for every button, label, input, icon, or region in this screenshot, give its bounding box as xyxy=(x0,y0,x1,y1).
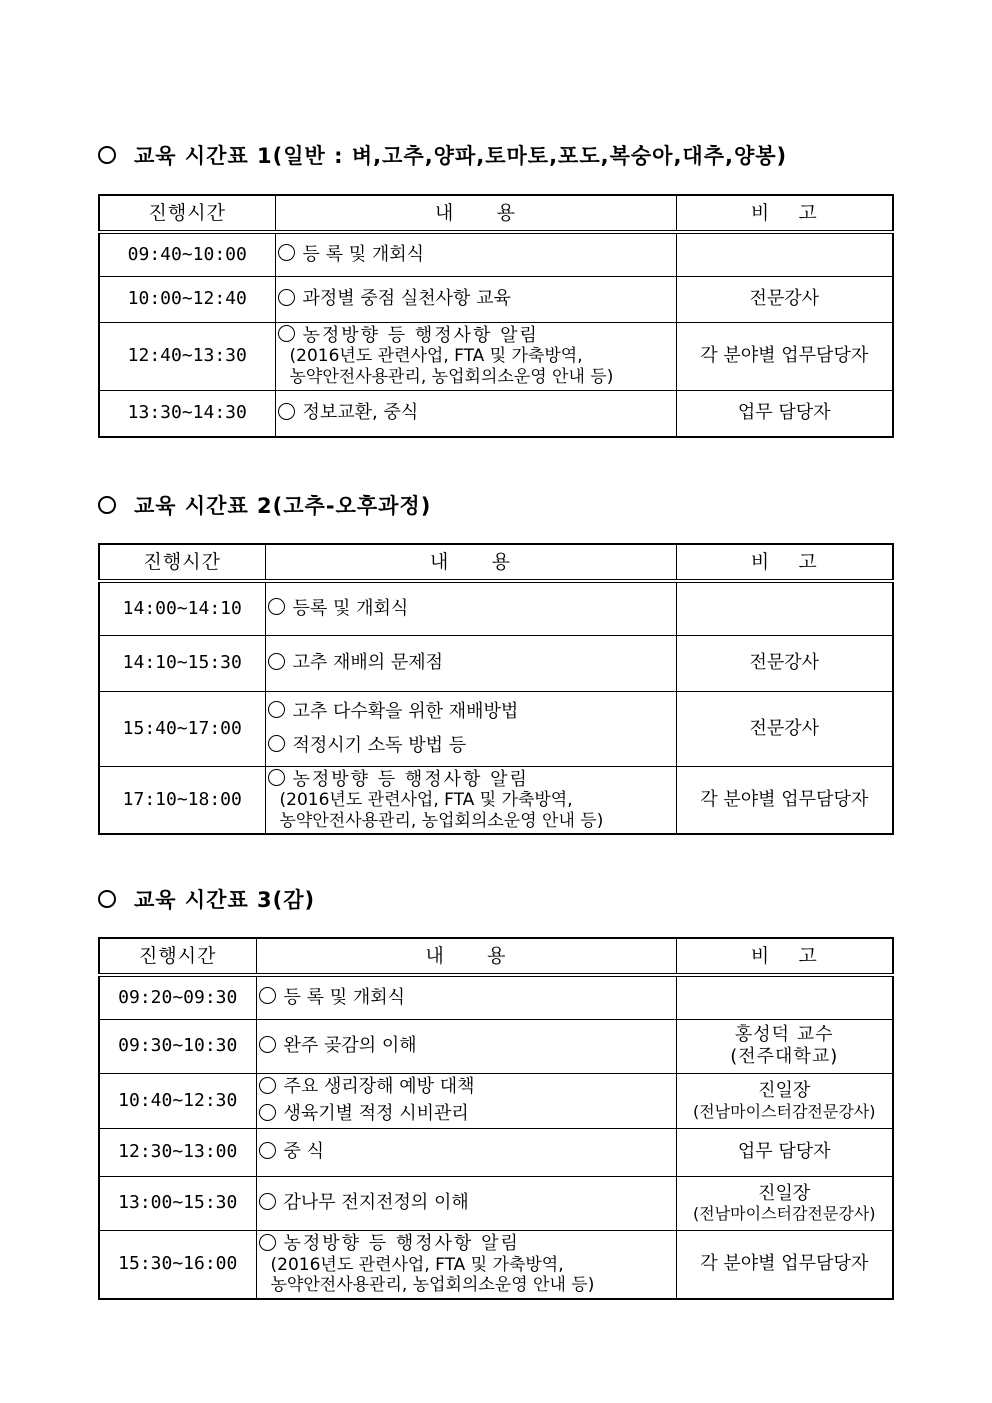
header-note: 비 고 xyxy=(676,195,893,232)
note-cell xyxy=(676,390,893,437)
content-text: 과정별 중점 실천사항 교육 xyxy=(302,288,511,310)
time-cell: 10:00~12:40 xyxy=(99,276,275,322)
circle-bullet-icon xyxy=(278,244,295,261)
circle-bullet-icon xyxy=(259,1142,276,1159)
content-cell xyxy=(275,390,676,437)
content-text: 농정방향 등 행정사항 알림 xyxy=(292,768,529,790)
content-text: 농정방향 등 행정사항 알림 xyxy=(302,324,539,346)
circle-bullet-icon xyxy=(278,403,295,420)
content-text: 적정시기 소독 방법 등 xyxy=(292,734,467,756)
note-cell xyxy=(676,581,893,635)
content-cell xyxy=(265,766,676,834)
table-row xyxy=(99,232,893,276)
note-text: 진일장 xyxy=(758,1080,811,1102)
table-header-row xyxy=(99,938,893,975)
content-cell xyxy=(256,1176,676,1230)
content-cell xyxy=(256,1128,676,1176)
section-title-2 xyxy=(98,490,431,520)
circle-bullet-icon xyxy=(259,1234,276,1251)
note-cell xyxy=(676,635,893,691)
schedule-table-1 xyxy=(98,194,892,438)
time-cell: 13:30~14:30 xyxy=(99,390,275,437)
content-text: 농약안전사용관리, 농업회의소운영 안내 등) xyxy=(289,366,614,387)
table-header-row xyxy=(99,195,893,232)
note-text: 전문강사 xyxy=(749,717,820,739)
circle-bullet-icon xyxy=(278,325,295,342)
note-cell xyxy=(676,975,893,1019)
circle-bullet-icon xyxy=(268,735,285,752)
circle-bullet-icon xyxy=(268,653,285,670)
content-text: 등록 및 개회식 xyxy=(292,597,409,619)
note-cell xyxy=(676,766,893,834)
note-cell xyxy=(676,322,893,390)
circle-bullet-icon xyxy=(259,1077,276,1094)
note-text: 홍성덕 교수 xyxy=(734,1024,834,1046)
note-text: 전문강사 xyxy=(749,288,820,310)
content-text: (2016년도 관련사업, FTA 및 가축방역, xyxy=(289,346,583,367)
time-cell: 12:30~13:00 xyxy=(99,1128,256,1176)
content-cell xyxy=(256,975,676,1019)
content-text: 주요 생리장해 예방 대책 xyxy=(283,1076,475,1098)
note-text: (전남마이스터감전문강사) xyxy=(692,1204,876,1224)
note-text: 진일장 xyxy=(758,1182,811,1204)
time-cell: 10:40~12:30 xyxy=(99,1073,256,1128)
time-cell: 15:40~17:00 xyxy=(99,691,265,766)
content-text: 농약안전사용관리, 농업회의소운영 안내 등) xyxy=(279,810,604,831)
table-row xyxy=(99,322,893,390)
note-cell xyxy=(676,1176,893,1230)
note-text: 업무 담당자 xyxy=(737,1141,831,1163)
content-text: 중 식 xyxy=(283,1141,324,1163)
circle-bullet-icon xyxy=(259,1104,276,1121)
time-cell: 09:20~09:30 xyxy=(99,975,256,1019)
note-text: 각 분야별 업무담당자 xyxy=(700,345,869,367)
circle-bullet-icon xyxy=(278,289,295,306)
note-cell xyxy=(676,1019,893,1073)
content-text: (2016년도 관련사업, FTA 및 가축방역, xyxy=(279,790,573,811)
content-cell xyxy=(275,232,676,276)
content-cell xyxy=(256,1073,676,1128)
circle-bullet-icon xyxy=(259,1193,276,1210)
content-text: 농약안전사용관리, 농업회의소운영 안내 등) xyxy=(270,1275,595,1296)
content-text: 생육기별 적정 시비관리 xyxy=(283,1103,469,1124)
content-text: 등 록 및 개회식 xyxy=(283,986,405,1008)
note-text: 각 분야별 업무담당자 xyxy=(700,788,869,810)
circle-bullet-icon xyxy=(98,496,116,514)
content-cell xyxy=(265,635,676,691)
header-content: 내 용 xyxy=(265,544,676,581)
header-time: 진행시간 xyxy=(99,195,275,232)
content-text: (2016년도 관련사업, FTA 및 가축방역, xyxy=(270,1254,564,1275)
content-cell xyxy=(265,691,676,766)
content-cell xyxy=(256,1230,676,1299)
schedule-table-3 xyxy=(98,937,892,1300)
content-text: 완주 곶감의 이해 xyxy=(283,1035,417,1057)
time-cell: 15:30~16:00 xyxy=(99,1230,256,1299)
time-cell: 09:30~10:30 xyxy=(99,1019,256,1073)
table-row xyxy=(99,766,893,834)
table-row xyxy=(99,975,893,1019)
section-title-text: 교육 시간표 1(일반 : 벼,고추,양파,토마토,포도,복숭아,대추,양봉) xyxy=(134,144,788,168)
circle-bullet-icon xyxy=(259,987,276,1004)
note-cell xyxy=(676,232,893,276)
note-cell xyxy=(676,1073,893,1128)
note-text: (전남마이스터감전문강사) xyxy=(692,1101,876,1121)
circle-bullet-icon xyxy=(98,146,116,164)
content-text: 등 록 및 개회식 xyxy=(302,243,424,265)
header-note: 비 고 xyxy=(676,544,893,581)
schedule-table-2 xyxy=(98,543,892,835)
table-row xyxy=(99,1128,893,1176)
time-cell: 09:40~10:00 xyxy=(99,232,275,276)
table-row xyxy=(99,1230,893,1299)
circle-bullet-icon xyxy=(268,701,285,718)
note-cell xyxy=(676,276,893,322)
table-row xyxy=(99,276,893,322)
content-text: 감나무 전지전정의 이해 xyxy=(283,1192,469,1214)
time-cell: 14:10~15:30 xyxy=(99,635,265,691)
content-text: 고추 다수확을 위한 재배방법 xyxy=(292,700,519,722)
note-text: 업무 담당자 xyxy=(737,402,831,424)
circle-bullet-icon xyxy=(98,890,116,908)
circle-bullet-icon xyxy=(259,1036,276,1053)
table-row xyxy=(99,691,893,766)
circle-bullet-icon xyxy=(268,598,285,615)
time-cell: 13:00~15:30 xyxy=(99,1176,256,1230)
time-cell: 14:00~14:10 xyxy=(99,581,265,635)
content-cell xyxy=(256,1019,676,1073)
section-title-text: 교육 시간표 3(감) xyxy=(134,888,316,912)
content-text: 고추 재배의 문제점 xyxy=(292,652,444,674)
note-cell xyxy=(676,1230,893,1299)
header-time: 진행시간 xyxy=(99,938,256,975)
note-cell xyxy=(676,1128,893,1176)
time-cell: 12:40~13:30 xyxy=(99,322,275,390)
section-title-1 xyxy=(98,140,787,170)
header-time: 진행시간 xyxy=(99,544,265,581)
table-row xyxy=(99,390,893,437)
note-text: 전문강사 xyxy=(749,652,820,674)
note-text: (전주대학교) xyxy=(730,1046,839,1067)
content-text: 농정방향 등 행정사항 알림 xyxy=(283,1233,520,1255)
header-note: 비 고 xyxy=(676,938,893,975)
time-cell: 17:10~18:00 xyxy=(99,766,265,834)
header-content: 내 용 xyxy=(256,938,676,975)
content-cell xyxy=(275,322,676,390)
content-cell xyxy=(265,581,676,635)
section-title-3 xyxy=(98,884,315,914)
table-row xyxy=(99,1073,893,1128)
note-cell xyxy=(676,691,893,766)
table-row xyxy=(99,1019,893,1073)
content-text: 정보교환, 중식 xyxy=(302,402,419,424)
header-content: 내 용 xyxy=(275,195,676,232)
content-cell xyxy=(275,276,676,322)
table-header-row xyxy=(99,544,893,581)
table-row xyxy=(99,1176,893,1230)
table-row xyxy=(99,581,893,635)
section-title-text: 교육 시간표 2(고추-오후과정) xyxy=(134,494,432,518)
table-row xyxy=(99,635,893,691)
circle-bullet-icon xyxy=(268,769,285,786)
note-text: 각 분야별 업무담당자 xyxy=(700,1253,869,1275)
